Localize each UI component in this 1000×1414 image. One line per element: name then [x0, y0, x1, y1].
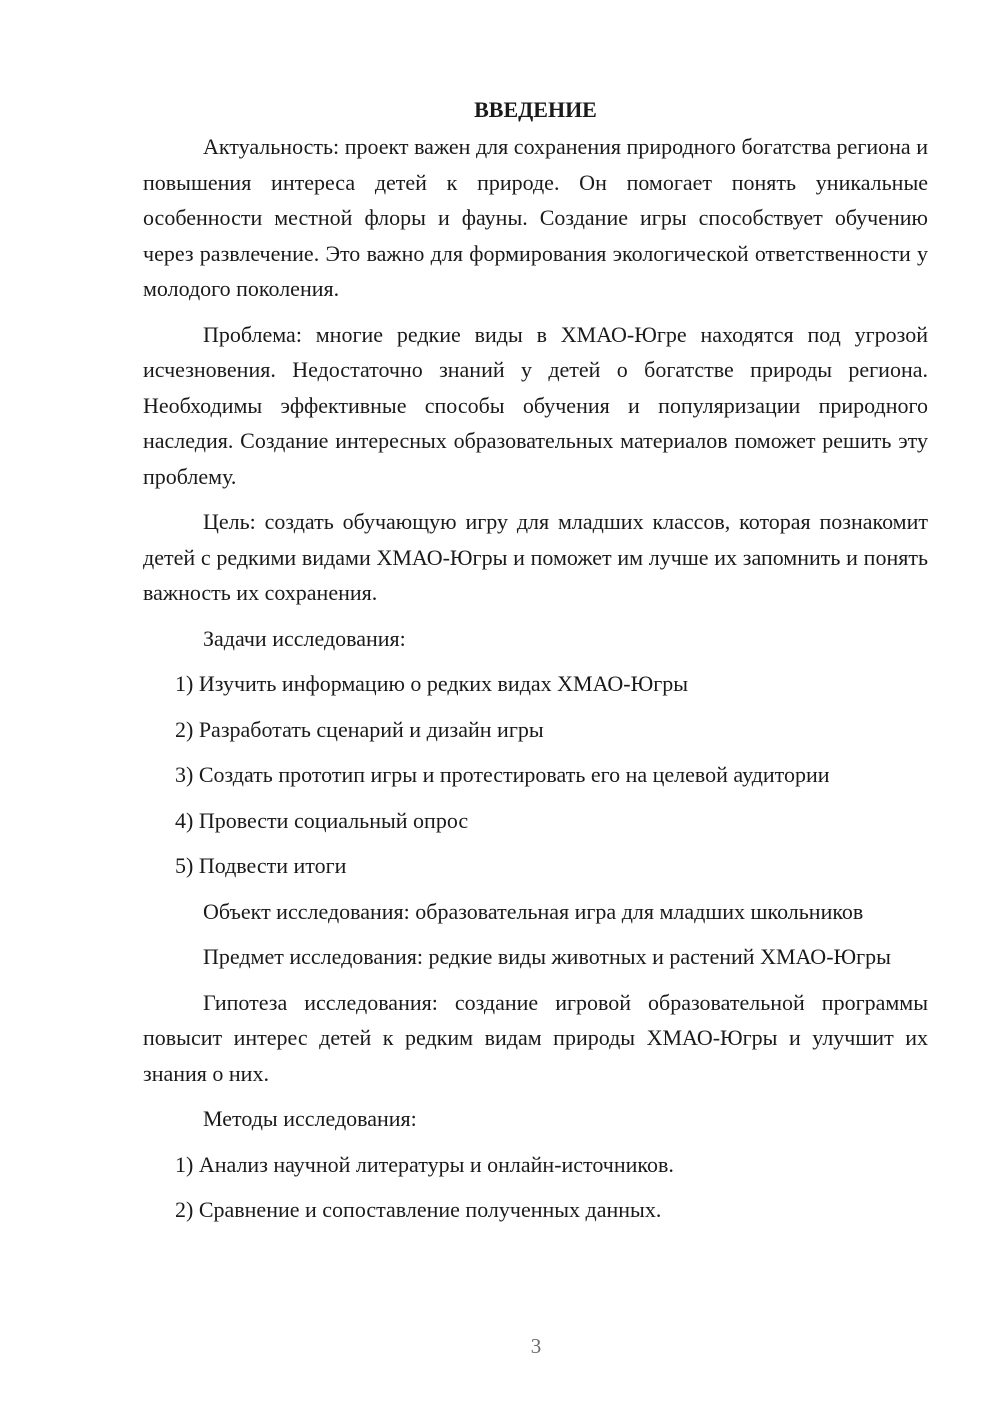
tasks-list [143, 666, 928, 884]
method-item: 2) Сравнение и сопоставление полученных данных. [175, 1197, 662, 1222]
tasks-intro: Задачи исследования: [203, 625, 406, 651]
hypothesis-paragraph: Гипотеза исследования: создание игровой образовательной программы повысит интерес детей к редким видам природы ХМАО-Югры и улучшит их знания о них. [143, 989, 928, 1086]
task-item: 5) Подвести итоги [175, 853, 347, 878]
task-item: 2) Разработать сценарий и дизайн игры [175, 716, 544, 742]
section-heading: ВВЕДЕНИЕ [474, 97, 597, 122]
subject-paragraph: Предмет исследования: редкие виды животных и растений ХМАО-Югры [203, 944, 891, 969]
page-content [143, 92, 928, 1238]
page-number: 3 [530, 1334, 542, 1358]
object-paragraph: Объект исследования: образовательная игра для младших школьников [203, 898, 864, 924]
methods-intro: Методы исследования: [203, 1106, 417, 1131]
goal-paragraph: Цель: создать обучающую игру для младших классов, которая познакомит детей с редкими видами ХМАО-Югры и поможет им лучше их запомнить и понять важность их сохранения. [143, 509, 928, 605]
task-item: 3) Создать прототип игры и протестировать его на целевой аудитории [175, 762, 830, 787]
task-item: 1) Изучить информацию о редких видах ХМАО-Югры [175, 671, 689, 696]
problem-paragraph: Проблема: многие редкие виды в ХМАО-Югре находятся под угрозой исчезновения. Недостаточно знаний у детей о богатстве природы региона. Необходимы эффективные способы обучения и популяризации природного наследия. Создание интересных образовательных материалов поможет решить эту проблему. [143, 321, 928, 489]
task-item: 4) Провести социальный опрос [175, 807, 469, 833]
methods-list [143, 1147, 928, 1228]
relevance-paragraph: Актуальность: проект важен для сохранения природного богатства региона и повышения интереса детей к природе. Он помогает понять уникальные особенности местной флоры и фауны. Создание игры способствует обучению через развлечение. Это важно для формирования экологической ответственности у молодого поколения. [143, 134, 928, 301]
method-item: 1) Анализ научной литературы и онлайн-источников. [175, 1151, 674, 1177]
